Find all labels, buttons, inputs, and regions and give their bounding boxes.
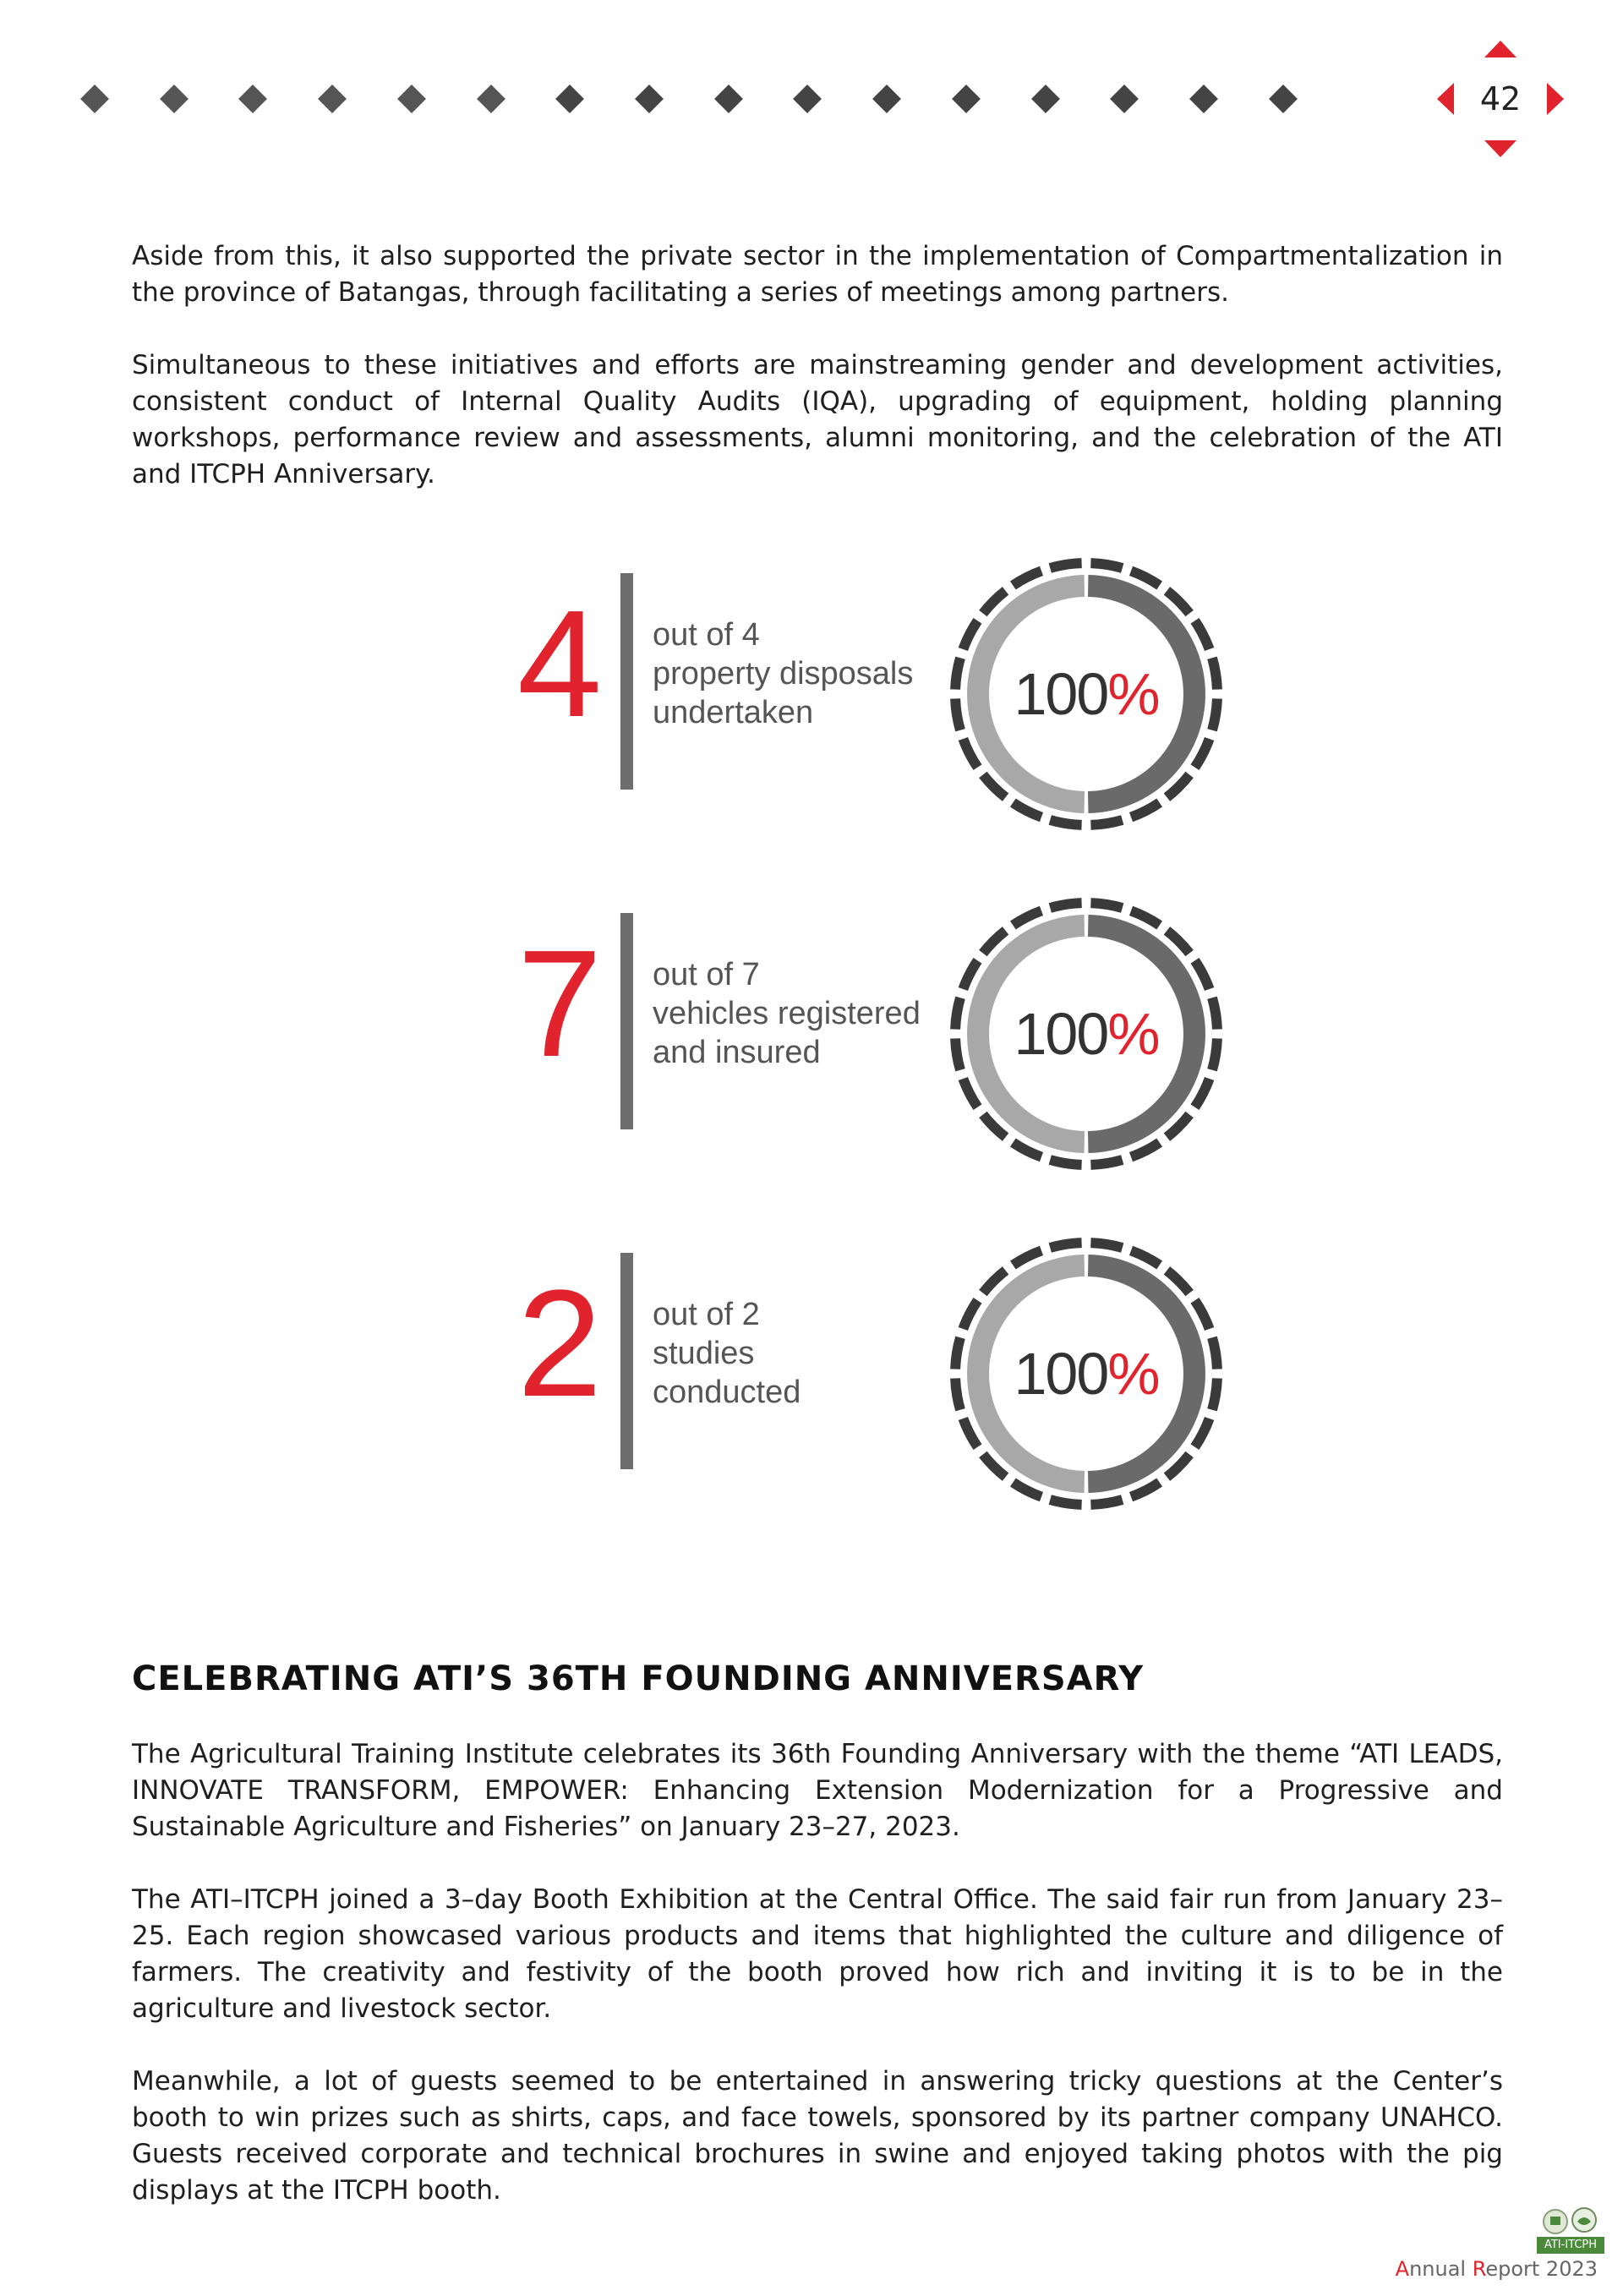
logo-emblem-icon — [1537, 2205, 1604, 2237]
diamond-icon — [318, 85, 347, 113]
stat-line: conducted — [653, 1375, 801, 1410]
stat-line: property disposals — [653, 656, 914, 692]
diamond-icon — [714, 85, 743, 113]
stat-description — [653, 955, 921, 1072]
percent-sign: % — [1107, 1001, 1159, 1067]
section-heading: CELEBRATING ATI’S 36TH FOUNDING ANNIVERSARY — [132, 1659, 1145, 1698]
percent-sign: % — [1107, 1341, 1159, 1407]
progress-ring-label — [947, 894, 1226, 1173]
diamond-icon — [1189, 85, 1218, 113]
percent-value: 100 — [1014, 1001, 1108, 1067]
progress-ring — [947, 555, 1226, 834]
diamond-icon — [238, 85, 267, 113]
stat-description — [653, 615, 914, 732]
footer-text: nnual — [1409, 2257, 1473, 2281]
stat-line: out of 4 — [653, 617, 760, 653]
stat-divider — [620, 913, 633, 1129]
footer-letter: A — [1395, 2257, 1410, 2281]
diamond-icon — [872, 85, 901, 113]
footer-text: eport 2023 — [1485, 2257, 1598, 2281]
diamond-icon — [635, 85, 664, 113]
stat-line: out of 2 — [653, 1297, 760, 1332]
diamond-icon — [397, 85, 426, 113]
ati-itcph-logo — [1537, 2205, 1604, 2255]
stat-divider — [620, 573, 633, 790]
header-diamond-row — [85, 86, 1293, 112]
logo-badge: ATI-ITCPH — [1537, 2237, 1604, 2254]
stat-divider — [620, 1253, 633, 1469]
diamond-icon — [1269, 85, 1298, 113]
footer-report-title — [1396, 2257, 1598, 2281]
body-paragraph: Aside from this, it also supported the private sector in the implementation of Compartmentalization in the province of Batangas, through facilitating a series of meetings among partners. — [132, 241, 1503, 308]
stat-block — [507, 1234, 1234, 1513]
stat-line: out of 7 — [653, 957, 760, 992]
stat-number: 7 — [516, 919, 599, 1089]
diamond-icon — [1110, 85, 1139, 113]
stat-block — [507, 894, 1234, 1173]
page-number: 42 — [1479, 80, 1522, 118]
progress-ring — [947, 1234, 1226, 1513]
stat-line: undertaken — [653, 695, 814, 730]
stat-number: 2 — [516, 1259, 599, 1429]
progress-ring-label — [947, 1234, 1226, 1513]
stat-line: studies — [653, 1336, 755, 1371]
diamond-icon — [1031, 85, 1060, 113]
stat-line: vehicles registered — [653, 996, 921, 1031]
percent-value: 100 — [1014, 661, 1108, 727]
stat-line: and insured — [653, 1035, 821, 1070]
body-paragraph: Meanwhile, a lot of guests seemed to be entertained in answering tricky questions at the Center’s booth to win prizes such as shirts, caps, and face towels, sponsored by its partner company UNAHCO. Guests received corporate and technical brochures in swine and enjoyed taking photos with the pig displays at the ITCPH booth. — [132, 2066, 1503, 2206]
page-navigator — [1437, 41, 1564, 159]
stat-description — [653, 1295, 906, 1412]
diamond-icon — [160, 85, 189, 113]
stat-number: 4 — [516, 579, 599, 749]
stat-block — [507, 555, 1234, 834]
footer-letter: R — [1472, 2257, 1486, 2281]
percent-sign: % — [1107, 661, 1159, 727]
diamond-icon — [477, 85, 505, 113]
arrow-right-icon — [1547, 83, 1564, 115]
arrow-down-icon — [1484, 140, 1516, 157]
progress-ring — [947, 894, 1226, 1173]
diamond-icon — [80, 85, 109, 113]
diamond-icon — [952, 85, 981, 113]
body-paragraph: The Agricultural Training Institute celebrates its 36th Founding Anniversary with the theme “ATI LEADS, INNOVATE TRANSFORM, EMPOWER: Enhancing Extension Modernization for a Progressive and Sustainable Agriculture and Fisheries” on January 23–27, 2023. — [132, 1739, 1503, 1842]
body-paragraph: Simultaneous to these initiatives and efforts are mainstreaming gender and development activities, consistent conduct of Internal Quality Audits (IQA), upgrading of equipment, holding planning workshops, performance review and assessments, alumni monitoring, and the celebration of the ATI and ITCPH Anniversary. — [132, 350, 1503, 489]
percent-value: 100 — [1014, 1341, 1108, 1407]
body-paragraph: The ATI–ITCPH joined a 3–day Booth Exhibition at the Central Office. The said fair run from January 23–25. Each region showcased various products and items that highlighted the culture and diligence of farmers. The creativity and festivity of the booth proved how rich and inviting it is to be in the agriculture and livestock sector. — [132, 1884, 1503, 2024]
diamond-icon — [793, 85, 822, 113]
arrow-up-icon — [1484, 41, 1516, 57]
diamond-icon — [555, 85, 584, 113]
progress-ring-label — [947, 555, 1226, 834]
arrow-left-icon — [1437, 83, 1454, 115]
